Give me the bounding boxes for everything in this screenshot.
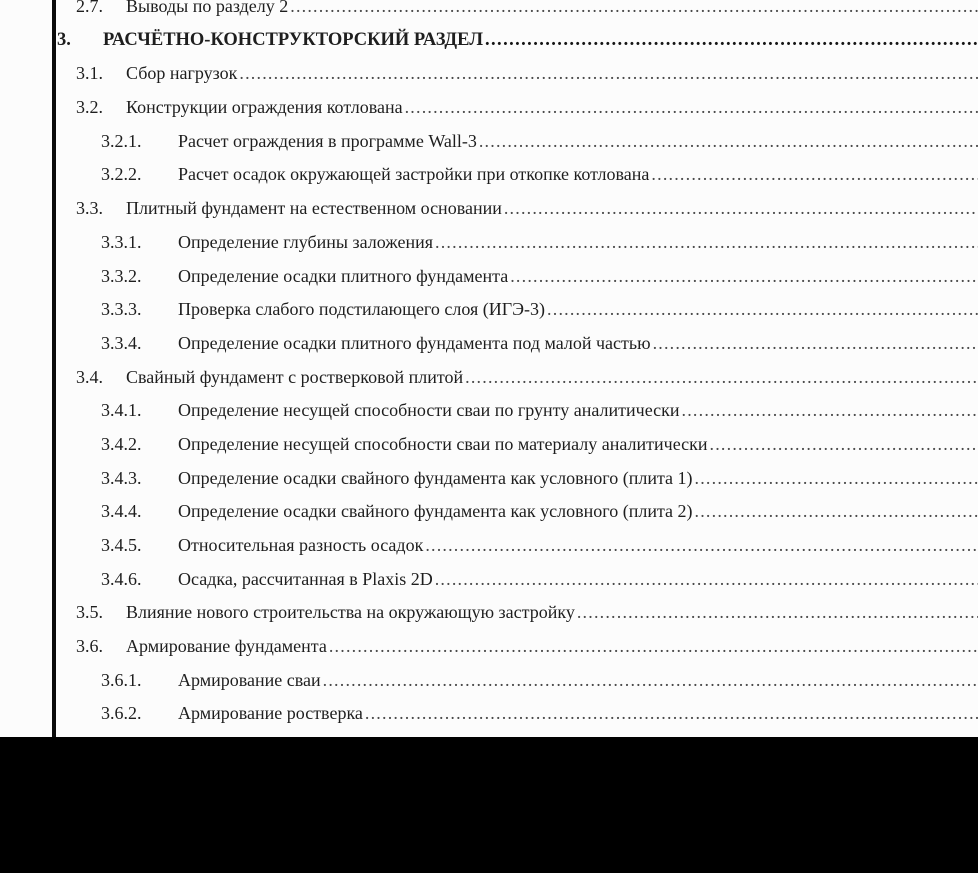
entry-title: Относительная разность осадок: [178, 535, 424, 555]
dot-leader: [403, 97, 978, 117]
toc-entry[interactable]: [0, 697, 978, 731]
toc-entry[interactable]: [0, 125, 978, 159]
entry-number: 3.4.1.: [101, 400, 142, 421]
dot-leader: [575, 602, 978, 622]
entry-title: РАСЧЁТНО-КОНСТРУКТОРСКИЙ РАЗДЕЛ: [103, 29, 483, 50]
toc-entry[interactable]: [0, 91, 978, 125]
entry-number: 3.3.2.: [101, 265, 142, 286]
entry-number: 3.: [57, 29, 71, 50]
toc-entry[interactable]: [0, 630, 978, 664]
dot-leader: [288, 0, 978, 16]
toc-entry[interactable]: [0, 226, 978, 260]
entry-title: Свайный фундамент с ростверковой плитой: [126, 366, 464, 387]
dot-leader: [433, 232, 978, 252]
entry-number: 3.4.4.: [101, 501, 142, 522]
dot-leader: [545, 299, 978, 319]
entry-title: Осадка, рассчитанная в Plaxis 2D: [178, 568, 433, 589]
toc-entry[interactable]: [0, 158, 978, 192]
entry-title: Проверка слабого подстилающего слоя (ИГЭ-3): [178, 299, 546, 320]
entry-number: 2.7.: [76, 0, 103, 16]
dot-leader: [433, 569, 978, 589]
dot-leader: [477, 131, 978, 151]
dot-leader: [423, 535, 978, 555]
toc-entry[interactable]: [0, 529, 978, 563]
entry-number: 3.3.1.: [101, 231, 142, 252]
entry-title: Определение осадки плитного фундамента под малой частью: [178, 332, 651, 353]
dot-leader: [649, 164, 978, 184]
entry-number: 3.4.: [76, 366, 103, 387]
toc-entry[interactable]: [0, 260, 978, 294]
dot-leader: [693, 501, 978, 521]
entry-title: Плитный фундамент на естественном основании: [126, 198, 502, 219]
entry-number: 3.5.: [76, 602, 103, 623]
dot-leader: [483, 30, 978, 50]
entry-title: Определение осадки плитного фундамента: [178, 265, 509, 286]
toc-entry[interactable]: [0, 293, 978, 327]
toc-entry[interactable]: [0, 563, 978, 597]
entry-number: 3.3.: [76, 198, 103, 219]
dot-leader: [651, 333, 978, 353]
entry-title: Армирование фундамента: [126, 636, 327, 657]
entry-number: 3.6.: [76, 636, 103, 657]
dot-leader: [693, 468, 978, 488]
entry-title: Определение несущей способности сваи по материалу аналитически: [178, 433, 708, 454]
entry-title: Расчет осадок окружающей застройки при откопке котлована: [178, 164, 650, 185]
entry-title: Выводы по разделу 2: [126, 0, 289, 16]
entry-title: Влияние нового строительства на окружающую застройку: [126, 602, 575, 623]
dot-leader: [363, 703, 978, 723]
toc-entry[interactable]: [0, 192, 978, 226]
entry-number: 3.1.: [76, 63, 103, 84]
toc-entry[interactable]: [0, 24, 978, 58]
entry-number: 3.6.2.: [101, 703, 142, 724]
toc-entry[interactable]: [0, 394, 978, 428]
entry-title: Армирование ростверка: [178, 703, 363, 724]
entry-number: 3.6.1.: [101, 669, 142, 690]
entry-title: Определение несущей способности сваи по грунту аналитически: [178, 400, 680, 421]
entry-title: Конструкции ограждения котлована: [126, 97, 403, 118]
entry-number: 3.2.: [76, 97, 103, 118]
toc-entry[interactable]: [0, 57, 978, 91]
dot-leader: [502, 198, 978, 218]
entry-title: Определение осадки свайного фундамента как условного (плита 1): [178, 467, 693, 488]
toc-entry[interactable]: [0, 462, 978, 496]
entry-number: 3.4.3.: [101, 467, 142, 488]
toc-entry[interactable]: [0, 495, 978, 529]
dot-leader: [508, 266, 978, 286]
entry-number: 3.4.5.: [101, 535, 142, 555]
dot-leader: [463, 367, 978, 387]
toc-entry[interactable]: [0, 361, 978, 395]
dot-leader: [237, 63, 978, 83]
entry-number: 3.3.4.: [101, 332, 142, 353]
dot-leader: [321, 670, 978, 690]
entry-title: Расчет ограждения в программе Wall-3: [178, 130, 477, 151]
letterbox-bottom: [0, 737, 978, 873]
dot-leader: [708, 434, 978, 454]
entry-number: 3.2.2.: [101, 164, 142, 185]
entry-number: 3.2.1.: [101, 130, 142, 151]
dot-leader: [680, 400, 978, 420]
entry-number: 3.4.2.: [101, 433, 142, 454]
toc-entry[interactable]: [0, 327, 978, 361]
entry-title: Сбор нагрузок: [126, 63, 238, 84]
dot-leader: [327, 636, 978, 656]
entry-title: Определение осадки свайного фундамента как условного (плита 2): [178, 501, 693, 522]
toc-entry[interactable]: [0, 428, 978, 462]
entry-title: Армирование сваи: [178, 669, 321, 690]
entry-number: 3.4.6.: [101, 568, 142, 589]
toc-entry[interactable]: [0, 664, 978, 698]
toc-entry[interactable]: [0, 596, 978, 630]
toc-entry[interactable]: [0, 0, 978, 24]
entry-number: 3.3.3.: [101, 299, 142, 320]
entry-title: Определение глубины заложения: [178, 231, 434, 252]
